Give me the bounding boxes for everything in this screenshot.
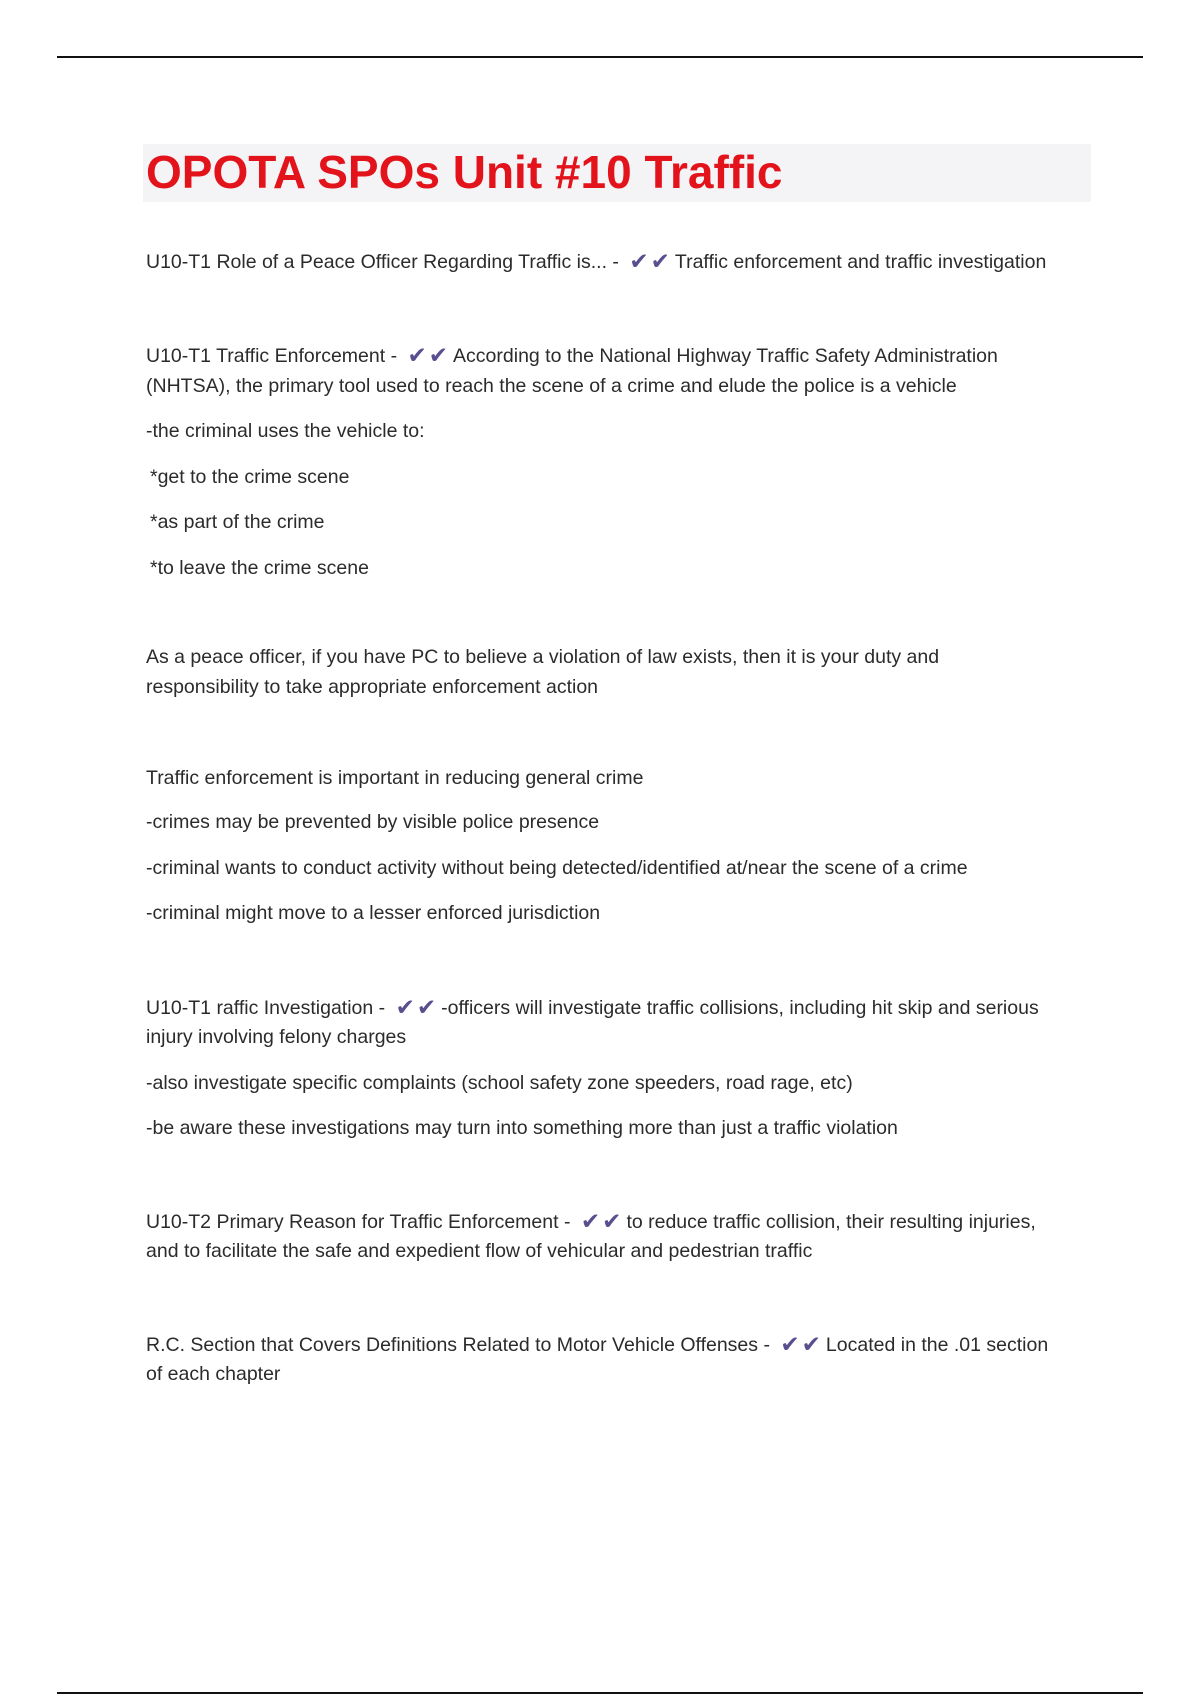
double-check-icon: [580, 1208, 623, 1234]
entry-term: U10-T1 Traffic Enforcement -: [146, 345, 398, 367]
entry-definition: Traffic enforcement and traffic investigation: [674, 251, 1047, 273]
entry-primary-reason: [146, 1208, 1086, 1236]
check-icon: ✔: [416, 994, 437, 1020]
entry-bullet: *as part of the crime: [150, 511, 325, 533]
check-icon: ✔: [629, 248, 649, 274]
entry-note: -be aware these investigations may turn into something more than just a traffic violation: [146, 1117, 898, 1139]
document-title: OPOTA SPOs Unit #10 Traffic: [146, 146, 783, 198]
entry-traffic-investigation: [146, 994, 1086, 1022]
entry-term: U10-T1 raffic Investigation -: [146, 997, 386, 1019]
entry-traffic-enforcement: [146, 342, 1086, 370]
header-rule: [57, 56, 1143, 58]
entry-definition-continued: of each chapter: [146, 1363, 281, 1385]
entry-bullet: *to leave the crime scene: [150, 557, 369, 579]
check-icon: ✔: [602, 1208, 622, 1234]
check-icon: ✔: [780, 1331, 800, 1357]
entry-note: -the criminal uses the vehicle to:: [146, 420, 425, 442]
entry-term: R.C. Section that Covers Definitions Related to Motor Vehicle Offenses -: [146, 1334, 770, 1356]
double-check-icon: [395, 994, 438, 1020]
entry-note: responsibility to take appropriate enforcement action: [146, 676, 599, 698]
check-icon: ✔: [650, 248, 670, 274]
check-icon: ✔: [801, 1331, 821, 1357]
entry-note: -crimes may be prevented by visible police presence: [146, 811, 600, 833]
entry-role-of-peace-officer: [146, 248, 1086, 276]
check-icon: ✔: [428, 342, 449, 368]
entry-bullet: *get to the crime scene: [150, 466, 350, 488]
double-check-icon: [628, 248, 671, 274]
check-icon: ✔: [395, 994, 415, 1020]
check-icon: ✔: [407, 342, 427, 368]
entry-term: U10-T1 Role of a Peace Officer Regarding Traffic is... -: [146, 251, 619, 273]
entry-definition: Located in the .01 section: [825, 1334, 1049, 1356]
entry-definition-continued: injury involving felony charges: [146, 1026, 407, 1048]
entry-note: -criminal might move to a lesser enforced jurisdiction: [146, 902, 601, 924]
double-check-icon: [406, 342, 449, 368]
entry-note: As a peace officer, if you have PC to believe a violation of law exists, then it is your duty and: [146, 646, 940, 668]
entry-definition-continued: (NHTSA), the primary tool used to reach the scene of a crime and elude the police is a vehicle: [146, 375, 957, 397]
entry-note: -criminal wants to conduct activity without being detected/identified at/near the scene of a crime: [146, 857, 968, 879]
entry-definition-continued: and to facilitate the safe and expedient flow of vehicular and pedestrian traffic: [146, 1240, 813, 1262]
entry-note: Traffic enforcement is important in reducing general crime: [146, 767, 644, 789]
entry-definition: According to the National Highway Traffic Safety Administration: [453, 345, 998, 367]
entry-definition: -officers will investigate traffic collisions, including hit skip and serious: [441, 997, 1039, 1019]
check-icon: ✔: [580, 1208, 601, 1234]
footer-rule: [57, 1692, 1143, 1694]
double-check-icon: [779, 1331, 822, 1357]
entry-note: -also investigate specific complaints (school safety zone speeders, road rage, etc): [146, 1072, 853, 1094]
entry-rc-section: [146, 1331, 1086, 1359]
entry-definition: to reduce traffic collision, their resulting injuries,: [626, 1211, 1036, 1233]
entry-term: U10-T2 Primary Reason for Traffic Enforcement -: [146, 1211, 571, 1233]
